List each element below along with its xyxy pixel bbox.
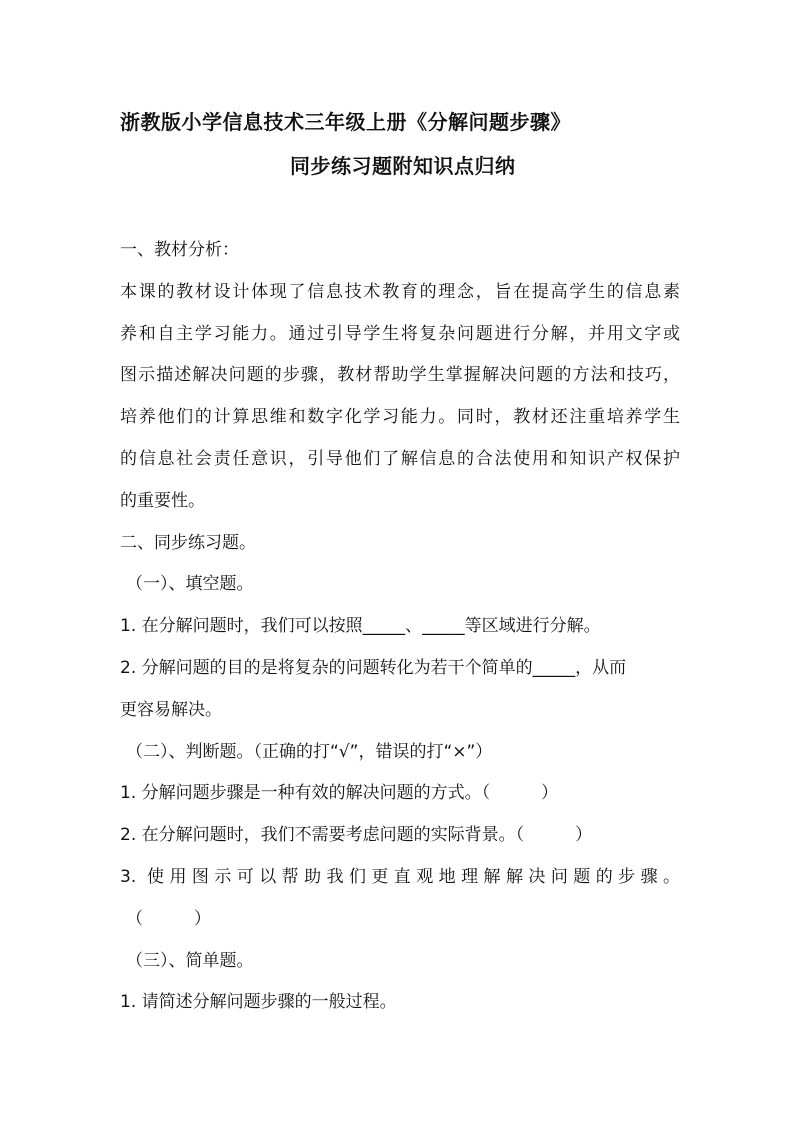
short-answer-question-1: 1. 请简述分解问题步骤的一般过程。 [120, 992, 397, 1013]
true-false-question-2: 2. 在分解问题时，我们不需要考虑问题的实际背景。（ ） [120, 825, 593, 846]
fill-blank-question-2-line-1: 2. 分解问题的目的是将复杂的问题转化为若干个简单的_____，从而 [120, 657, 627, 678]
true-false-heading: （二）、判断题。（正确的打“√”，错误的打“×”） [126, 741, 493, 762]
analysis-line-3: 图示描述解决问题的步骤，教材帮助学生掌握解决问题的方法和技巧， [120, 365, 680, 386]
document-title-line-1: 浙教版小学信息技术三年级上册《分解问题步骤》 [120, 110, 571, 134]
analysis-line-4: 培养他们的计算思维和数字化学习能力。同时，教材还注重培养学生 [120, 407, 680, 428]
document-body [120, 230, 680, 1024]
document-title-line-2: 同步练习题附知识点归纳 [290, 154, 516, 178]
true-false-question-1: 1. 分解问题步骤是一种有效的解决问题的方式。（ ） [120, 783, 559, 804]
fill-blank-question-2-line-2: 更容易解决。 [120, 699, 222, 720]
true-false-question-3-line-2: （ ） [126, 908, 211, 929]
section-1-heading: 一、教材分析： [120, 240, 239, 260]
fill-blank-heading: （一）、填空题。 [126, 574, 254, 595]
short-answer-heading: （三）、简单题。 [126, 950, 254, 971]
fill-blank-question-1: 1. 在分解问题时，我们可以按照_____、_____等区域进行分解。 [120, 616, 601, 637]
section-2-heading: 二、同步练习题。 [120, 532, 256, 553]
analysis-line-5: 的信息社会责任意识，引导他们了解信息的合法使用和知识产权保护 [120, 448, 680, 469]
analysis-line-1: 本课的教材设计体现了信息技术教育的理念，旨在提高学生的信息素 [120, 281, 680, 302]
analysis-line-6: 的重要性。 [120, 490, 205, 511]
analysis-line-2: 养和自主学习能力。通过引导学生将复杂问题进行分解，并用文字或 [120, 323, 680, 344]
true-false-question-3-line-1: 3. 使用图示可以帮助我们更直观地理解解决问题的步骤。 [120, 866, 680, 887]
